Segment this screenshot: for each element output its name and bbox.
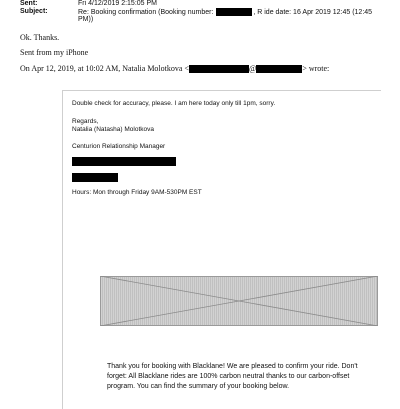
reply-signature: Sent from my iPhone <box>20 48 89 57</box>
subject-line2: PM)) <box>78 16 94 23</box>
redaction-email-domain <box>256 65 302 73</box>
redaction-contact-1 <box>72 157 176 166</box>
quoted-hours: Hours: Mon through Friday 9AM-530PM EST <box>72 189 202 196</box>
attribution-at: @ <box>248 64 257 73</box>
reply-ok: Ok. Thanks. <box>20 33 60 42</box>
subject-label: Subject: <box>20 8 48 15</box>
confirmation-paragraph <box>107 362 377 392</box>
sent-value: Fri 4/12/2019 2:15:05 PM <box>78 0 157 7</box>
subject-prefix: Re: Booking confirmation (Booking number: <box>78 8 214 16</box>
sent-label: Sent: <box>20 0 38 7</box>
attribution-suffix: > wrote: <box>302 64 330 73</box>
quoted-line1: Double check for accuracy, please. I am here today only till 1pm, sorry. <box>72 100 276 107</box>
subject-value <box>78 8 372 17</box>
para-line3: program. You can find the summary of your booking below. <box>107 383 290 390</box>
quoted-regards: Regards, <box>72 118 99 125</box>
subject-suffix: , R ide date: 16 Apr 2019 12:45 (12:45 <box>253 8 373 16</box>
reply-attribution <box>20 64 329 73</box>
redaction-email-user <box>189 65 249 73</box>
image-cross-icon <box>100 276 378 326</box>
broken-image-placeholder <box>100 276 378 326</box>
attribution-prefix: On Apr 12, 2019, at 10:02 AM, Natalia Molotkova < <box>20 64 189 73</box>
redaction-contact-2 <box>72 173 118 182</box>
redaction-booking-number <box>216 8 252 16</box>
para-line2: forget: All Blacklane rides are 100% carbon neutral thanks to our carbon-offset <box>107 373 350 380</box>
quoted-title: Centurion Relationship Manager <box>72 143 166 150</box>
para-line1: Thank you for booking with Blacklane! We are pleased to confirm your ride. Don't <box>107 363 358 370</box>
quoted-name: Natalia (Natasha) Molotkova <box>72 126 155 133</box>
